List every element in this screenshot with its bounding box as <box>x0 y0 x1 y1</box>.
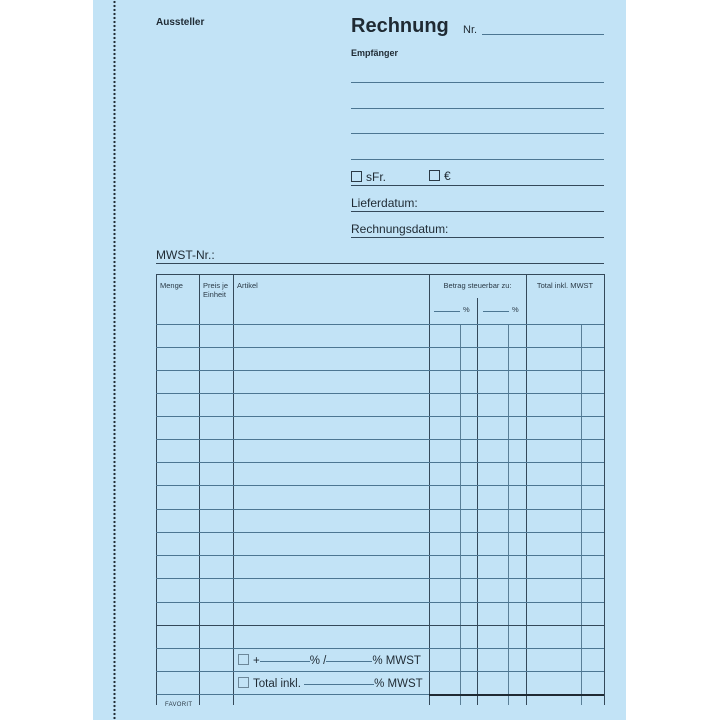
delivery-date-label: Lieferdatum: <box>351 196 418 210</box>
summary-vat-middle: % / <box>309 655 327 667</box>
table-row-line <box>156 532 604 533</box>
recipient-line-1[interactable] <box>351 82 604 83</box>
delivery-date-field[interactable] <box>351 211 604 212</box>
header-unit-price-line2: Einheit <box>203 290 226 299</box>
table-row-line <box>156 370 604 371</box>
table-row-line <box>156 416 604 417</box>
grand-total-line <box>429 694 604 696</box>
col-line-unit-price <box>199 274 200 705</box>
header-taxable-amount: Betrag steuerbar zu: <box>443 281 512 290</box>
currency-euro-label: € <box>444 169 451 183</box>
table-row-line <box>156 485 604 486</box>
tax-rate-1-field[interactable] <box>434 311 460 312</box>
vat-rate-2-field[interactable] <box>326 660 372 662</box>
summary-row-total <box>238 677 423 690</box>
vat-number-field[interactable] <box>156 263 604 264</box>
currency-option-sfr[interactable] <box>351 170 386 184</box>
table-row-line <box>156 625 604 626</box>
header-unit-price-line1: Preis je <box>203 281 229 290</box>
table-row-line <box>156 324 604 325</box>
tax-rate-1-percent: % <box>463 305 470 314</box>
currency-underline <box>351 185 604 186</box>
brand-label: FAVORIT <box>165 702 193 708</box>
checkbox-total-incl[interactable] <box>238 677 249 688</box>
table-row-line <box>156 439 604 440</box>
currency-sfr-label: sFr. <box>366 170 386 184</box>
checkbox-add-vat[interactable] <box>238 654 249 665</box>
summary-total-prefix: Total inkl. <box>253 678 301 690</box>
checkbox-euro[interactable] <box>429 170 440 181</box>
table-top-border <box>156 274 604 275</box>
summary-row-vat <box>238 654 421 667</box>
recipient-label: Empfänger <box>351 48 399 58</box>
recipient-line-2[interactable] <box>351 108 604 109</box>
col-line-article <box>233 274 234 705</box>
table-row-line <box>156 578 604 579</box>
total-vat-rate-field[interactable] <box>304 683 374 685</box>
page-title: Rechnung <box>351 15 449 37</box>
issuer-label: Aussteller <box>156 17 205 28</box>
tax-rate-2-field[interactable] <box>483 311 509 312</box>
invoice-number-label: Nr. <box>463 24 478 36</box>
summary-vat-suffix: % MWST <box>372 655 421 667</box>
table-row-line <box>156 509 604 510</box>
currency-option-euro[interactable] <box>429 169 451 183</box>
summary-vat-prefix: + <box>253 655 260 667</box>
vat-rate-1-field[interactable] <box>260 660 310 662</box>
invoice-number-field[interactable] <box>482 34 604 35</box>
table-row-line <box>156 648 604 649</box>
table-row-line <box>156 671 604 672</box>
col-line-quantity <box>156 274 157 705</box>
checkbox-sfr[interactable] <box>351 171 362 182</box>
perforation-line <box>113 0 116 720</box>
table-row-line <box>156 602 604 603</box>
table-row-line <box>156 347 604 348</box>
col-line-taxable <box>429 274 430 705</box>
tax-rate-2-percent: % <box>512 305 519 314</box>
header-total-incl-vat: Total inkl. MWST <box>536 281 594 290</box>
table-row-line <box>156 555 604 556</box>
table-row-line <box>156 694 429 695</box>
col-line-right <box>604 274 605 705</box>
table-row-line <box>156 462 604 463</box>
invoice-date-label: Rechnungsdatum: <box>351 222 449 236</box>
header-article: Artikel <box>237 281 258 290</box>
invoice-date-field[interactable] <box>351 237 604 238</box>
header-quantity: Menge <box>160 281 183 290</box>
vat-number-label: MWST-Nr.: <box>156 248 215 262</box>
header-unit-price <box>203 281 228 299</box>
recipient-line-4[interactable] <box>351 159 604 160</box>
summary-total-suffix: % MWST <box>374 678 423 690</box>
col-line-total <box>526 274 527 705</box>
recipient-line-3[interactable] <box>351 133 604 134</box>
rate-divider <box>477 298 478 324</box>
table-row-line <box>156 393 604 394</box>
